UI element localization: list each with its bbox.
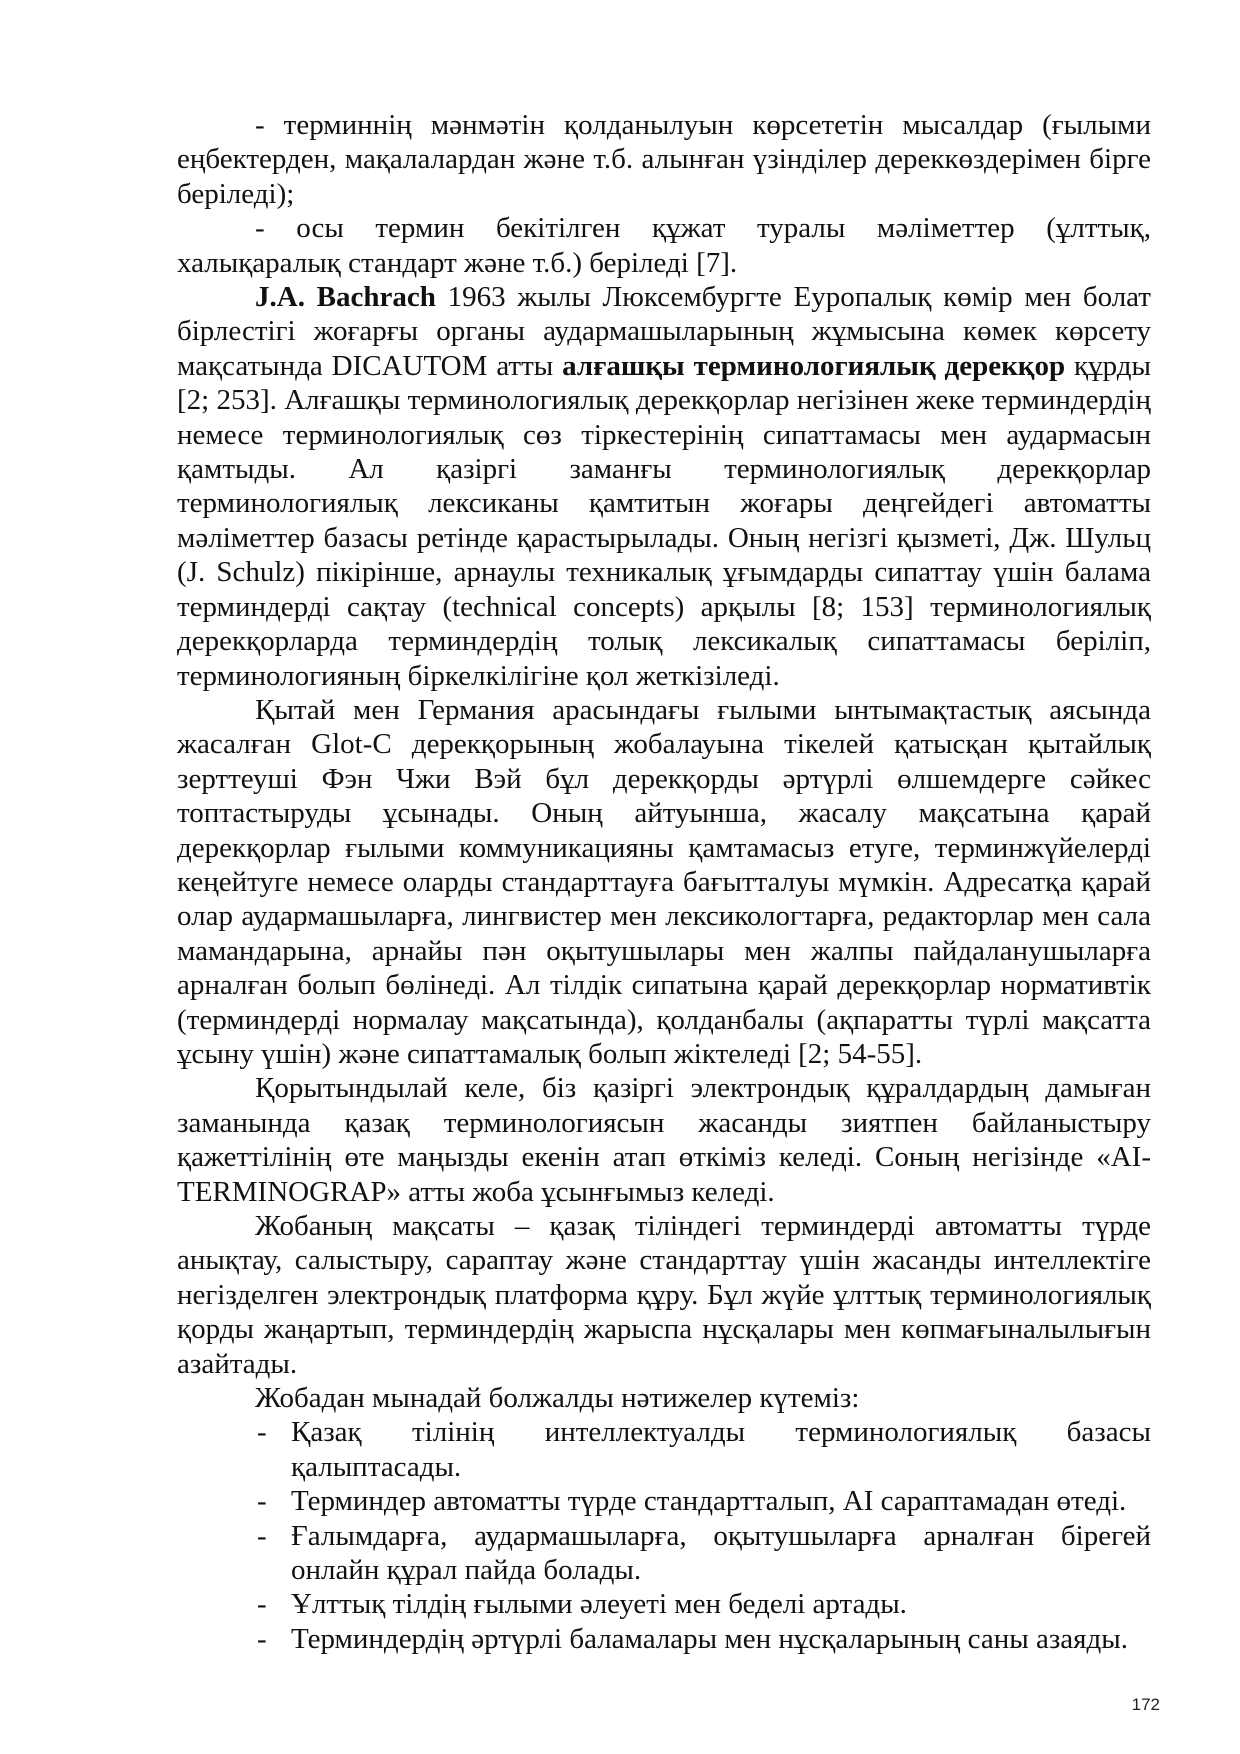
document-body — [177, 108, 1151, 1656]
list-dash: - — [257, 1485, 267, 1518]
paragraph-expected-results: Жобадан мынадай болжалды нәтижелер күтеміз: — [255, 1382, 860, 1415]
list-dash: - — [257, 1622, 267, 1655]
paragraph-standard-info: - осы термин бекітілген құжат туралы мәліметтер (ұлттық, халықаралық стандарт және т.б.) беріледі [7]. — [177, 212, 1151, 279]
paragraph-bachrach — [177, 280, 1151, 693]
results-list — [177, 1415, 1151, 1656]
list-dash: - — [257, 1416, 267, 1449]
list-item: - Терминдер автоматты түрде стандартталып, AI сараптамадан өтеді. — [177, 1484, 1151, 1518]
bold-term: алғашқы терминологиялық дерекқор — [562, 349, 1066, 382]
paragraph-conclusion: Қорытындылай келе, біз қазіргі электрондық құралдардың дамыған заманында қазақ терминологиясын жасанды зиятпен байланыстыру қажеттілінің өте маңызды екенін атап өткіміз келеді. Соның негізінде «AI-TERMINOGRAP» атты жоба ұсынғымыз келеді. — [177, 1072, 1151, 1208]
list-item: - Қазақ тілінің интеллектуалды терминологиялық базасы қалыптасады. — [177, 1415, 1151, 1484]
paragraph-project-goal: Жобаның мақсаты – қазақ тіліндегі терминдерді автоматты түрде анықтау, салыстыру, сараптау және стандарттау үшін жасанды интеллектіге негізделген электрондық платформа құру. Бұл жүйе ұлттық терминологиялық қорды жаңартып, терминдердің жарыспа нұсқалары мен көпмағыналылығын азайтады. — [177, 1210, 1151, 1380]
paragraph-china-germany: Қытай мен Германия арасындағы ғылыми ынтымақтастық аясында жасалған Glot-C дерекқорының жобалауына тікелей қатысқан қытайлық зерттеуші Фэн Чжи Вэй бұл дерекқорды әртүрлі өлшемдерге сәйкес топтастыруды ұсынады. Оның айтуынша, жасалу мақсатына қарай дерекқорлар ғылыми коммуникацияны қамтамасыз етуге, терминжүйелерді кеңейтуге немесе оларды стандарттауға бағытталуы мүмкін. Адресатқа қарай олар аудармашыларға, лингвистер мен лексикологтарға, редакторлар мен сала мамандарына, арнайы пән оқытушылары мен жалпы пайдаланушыларға арналған болып бөлінеді. Ал тілдік сипатына қарай дерекқорлар нормативтік (терминдерді нормалау мақсатында), қолданбалы (ақпаратты түрлі мақсатта ұсыну үшін) және сипаттамалық болып жіктеледі [2; 54-55]. — [177, 693, 1151, 1070]
author-name: J.A. Bachrach — [255, 281, 436, 314]
list-item: - Ғалымдарға, аудармашыларға, оқытушыларға арналған бірегей онлайн құрал пайда болады. — [177, 1519, 1151, 1588]
paragraph-examples: - терминнің мәнмәтін қолданылуын көрсететін мысалдар (ғылыми еңбектерден, мақалалардан және т.б. алынған үзінділер дереккөздерімен бірге беріледі); — [177, 109, 1151, 210]
list-dash: - — [257, 1588, 267, 1621]
paragraph-bachrach-text-2: құрды [2; 253]. Алғашқы терминологиялық дерекқорлар негізінен жеке терминдердің немесе терминологиялық сөз тіркестерінің сипаттамасы мен аудармасын қамтыды. Ал қазіргі заманғы терминологиялық дерекқорлар терминологиялық лексиканы қамтитын жоғары деңгейдегі автоматты мәліметтер базасы ретінде қарастырылады. Оның негізгі қызметі, Дж. Шульц (J. Schulz) пікірінше, арнаулы техникалық ұғымдарды сипаттау үшін балама терминдерді сақтау (technical concepts) арқылы [8; 153] терминологиялық дерекқорларда терминдердің толық лексикалық сипаттамасы беріліп, терминологияның біркелкілігіне қол жеткізіледі. — [177, 349, 1152, 692]
list-item: - Ұлттық тілдің ғылыми әлеуеті мен беделі артады. — [177, 1587, 1151, 1621]
list-dash: - — [257, 1519, 267, 1552]
list-item: - Терминдердің әртүрлі баламалары мен нұсқаларының саны азаяды. — [177, 1622, 1151, 1656]
page-number: 172 — [1131, 1695, 1160, 1714]
paragraph-bachrach-text-1: 1963 жылы Люксембургте Еуропалық көмір мен болат бірлестігі жоғарғы органы аудармашыларының жұмысына көмек көрсету мақсатында DICAUTOM атты — [177, 281, 1151, 382]
